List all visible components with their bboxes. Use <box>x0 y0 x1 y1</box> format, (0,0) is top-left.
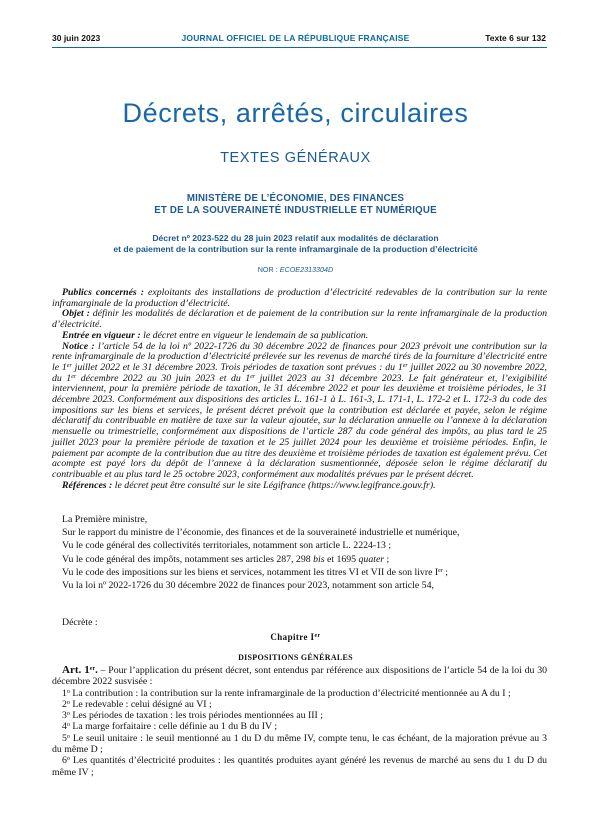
chapter-label: Chapitre I <box>270 632 315 642</box>
chapter-heading <box>0 632 591 642</box>
article-1-item-number-sup: o <box>66 733 70 740</box>
visa-cgi-mid: et 1695 <box>324 553 359 565</box>
page-header <box>0 33 591 47</box>
notice-paragraph <box>52 342 547 481</box>
notice-text-1: l’article 54 de la loi nº 2022-1726 du 30 décembre 2022 de finances pour 2023 prévoit une contribution sur la rente inframarginale de la production d’électricité prélevée sur les revenus de marché tirés de la fourniture d’électricité entre le 1 <box>52 340 548 373</box>
visa-cibs <box>62 566 547 579</box>
decree-summary <box>52 288 547 491</box>
article-1-label <box>62 664 98 676</box>
article-1-item-text: La contribution : la contribution sur la rente inframarginale de la production d’électricité mentionnée au A du I ; <box>69 687 511 699</box>
objet-label: Objet : <box>62 308 90 320</box>
ministry-line-1: MINISTÈRE DE L’ÉCONOMIE, DES FINANCES <box>186 193 405 204</box>
decree-title <box>0 233 591 255</box>
visa-cibs-sup: er <box>438 567 443 574</box>
visa-cibs-pre: Vu le code des impositions sur les biens et services, notamment les titres VI et VII de son livre I <box>62 566 439 578</box>
header-divider <box>52 47 547 48</box>
article-1-item-text: Les quantités d’électricité produites : les quantités produites ayant généré les revenus de marché au sens du 1 du D du même IV ; <box>52 755 547 778</box>
article-1-item-number-sup: o <box>66 722 70 729</box>
visa-loi: Vu la loi nº 2022-1726 du 30 décembre 2022 de finances pour 2023, notamment son article 54, <box>62 580 434 592</box>
entree-label: Entrée en vigueur : <box>62 329 141 341</box>
notice-sup-3: er <box>71 373 77 380</box>
chapter-subheading: DISPOSITIONS GÉNÉRALES <box>238 653 353 662</box>
nor-reference <box>0 265 591 274</box>
decree-title-line-2: et de paiement de la contribution sur la rente inframarginale de la production d’électricité <box>113 244 478 254</box>
article-1-item <box>52 710 547 721</box>
nor-label: NOR : <box>257 265 280 274</box>
article-1-item-number: 2 <box>62 698 67 710</box>
visa-cgi-quater: quater <box>358 553 385 565</box>
premiere-ministre: La Première ministre, <box>62 514 148 525</box>
article-1-label-sup: er <box>89 666 96 672</box>
notice-text-3: juillet 2022 au 30 novembre 2022, du 1 <box>52 361 547 384</box>
decree-title-line-1: Décret nº 2023-522 du 28 juin 2023 relatif aux modalités de déclaration <box>152 233 439 243</box>
article-1-item <box>52 755 547 778</box>
article-1-item <box>52 721 547 732</box>
article-1-item-number: 4 <box>62 721 67 733</box>
article-1-intro <box>52 665 547 688</box>
article-1-intro-text: – Pour l’application du présent décret, sont entendus par référence aux dispositions de l’article 54 de la loi du 30 décembre 2022 susvisée : <box>52 665 547 688</box>
notice-text-5: juillet 2023 au 31 décembre 2023. Le fait générateur et, l’exigibilité interviennent, pour la première période de taxation, le 31 décembre 2022 et pour les deuxième et troisième périodes, le 31 décembre 2023. Conformément aux dispositions des articles L. 161-1 à L. 161-3, L. 171-1, L. 172-2 et L. 172-3 du code des impositions sur les biens et services, le présent décret prévoit que la contribution est déclarée et payée, selon le régime déclaratif du contribuable en matière de taxe sur la valeur ajoutée, sur la déclaration annuelle ou l’annexe à la déclaration mensuelle ou trimestrielle, conformément aux dispositions de l’article 287 du code général des impôts, au plus tard le 25 juillet 2023 pour la première période de taxation et le 25 juillet 2024 pour les deuxième et troisième périodes. Enfin, le paiement par acompte de la contribution due au titre des deuxième et troisième périodes de taxation est également prévu. Cet acompte est payé lors du dépôt de l’annexe à la déclaration susmentionnée, déposée selon le régime déclaratif du contribuable et au plus tard le 25 octobre 2023, conformément aux modalités prévues par le présent décret. <box>52 372 547 480</box>
notice-text-4: décembre 2022 au 30 juin 2023 et du 1 <box>76 372 251 384</box>
article-1-item-text: Les périodes de taxation : les trois périodes mentionnées au III ; <box>69 710 323 722</box>
publics-paragraph <box>52 288 547 309</box>
article-1-item <box>52 733 547 756</box>
ministry-name <box>0 193 591 217</box>
article-1-item-number: 3 <box>62 710 67 722</box>
visas-block <box>52 513 547 592</box>
notice-label: Notice : <box>62 340 95 352</box>
visa-rapport: Sur le rapport du ministre de l’économie, des finances et de la souveraineté industrielle et numérique, <box>62 527 460 539</box>
article-1-item-text: La marge forfaitaire : celle définie au 1 du B du IV ; <box>69 721 278 733</box>
visa-cgi-post: ; <box>384 553 390 565</box>
article-1-item-number-sup: o <box>66 688 70 695</box>
article-1-item-text: Le redevable : celui désigné au VI ; <box>69 698 212 710</box>
entree-text: le décret entre en vigueur le lendemain de sa publication. <box>140 329 369 341</box>
objet-paragraph <box>52 309 547 330</box>
publics-text: exploitants des installations de production d’électricité redevables de la contribution sur la rente inframarginale de la production d’électricité. <box>52 287 547 309</box>
article-1-items <box>52 688 547 778</box>
decrete-line: Décrète : <box>62 617 98 628</box>
references-text: le décret peut être consulté sur le site Légifrance (https://www.legifrance.gouv.fr). <box>112 479 436 491</box>
objet-text: définir les modalités de déclaration et de paiement de la contribution sur la rente inframarginale de la production d’électricité. <box>52 308 547 331</box>
article-1-item-number: 5 <box>62 732 67 744</box>
chapter-sup: er <box>314 633 321 639</box>
notice-sup-1: er <box>66 362 72 369</box>
references-paragraph <box>52 481 547 492</box>
notice-sup-2: er <box>402 362 408 369</box>
header-date: 30 juin 2023 <box>52 33 101 43</box>
visa-cgi <box>62 553 547 566</box>
article-1-item-number-sup: o <box>66 756 70 763</box>
ministry-line-2: ET DE LA SOUVERAINETÉ INDUSTRIELLE ET NUMÉRIQUE <box>154 205 437 216</box>
article-1-item <box>52 688 547 699</box>
visa-cibs-post: ; <box>442 566 448 578</box>
section-subtitle: TEXTES GÉNÉRAUX <box>220 150 371 166</box>
references-label: Références : <box>62 479 113 491</box>
article-1-item <box>52 699 547 710</box>
visa-cgct: Vu le code général des collectivités territoriales, notamment son article L. 2224-13 ; <box>62 540 392 552</box>
notice-sup-4: er <box>250 373 256 380</box>
nor-code: ECOE2313304D <box>279 265 334 274</box>
article-1-item-number: 1 <box>62 687 67 699</box>
visa-cgi-bis: bis <box>313 553 325 565</box>
section-title: Décrets, arrêtés, circulaires <box>122 98 469 128</box>
article-1-label-end: . <box>95 664 98 676</box>
article-1 <box>52 665 547 778</box>
notice-text-2: juillet 2022 et le 31 décembre 2023. Trois périodes de taxation sont prévues : du 1 <box>71 361 403 373</box>
article-1-item-number: 6 <box>62 755 67 767</box>
header-journal-name: JOURNAL OFFICIEL DE LA RÉPUBLIQUE FRANÇAISE <box>181 33 410 43</box>
article-1-item-number-sup: o <box>66 699 70 706</box>
header-text-count: Texte 6 sur 132 <box>485 33 546 43</box>
visa-cgi-pre: Vu le code général des impôts, notamment ses articles 287, 298 <box>62 553 314 565</box>
article-1-item-text: Le seuil unitaire : le seuil mentionné au 1 du D du même IV, compte tenu, le cas échéant, de la majoration prévue au 3 du même D ; <box>52 732 547 756</box>
article-1-item-number-sup: o <box>66 711 70 718</box>
publics-label: Publics concernés : <box>62 287 145 298</box>
article-1-label-text: Art. 1 <box>62 664 90 676</box>
